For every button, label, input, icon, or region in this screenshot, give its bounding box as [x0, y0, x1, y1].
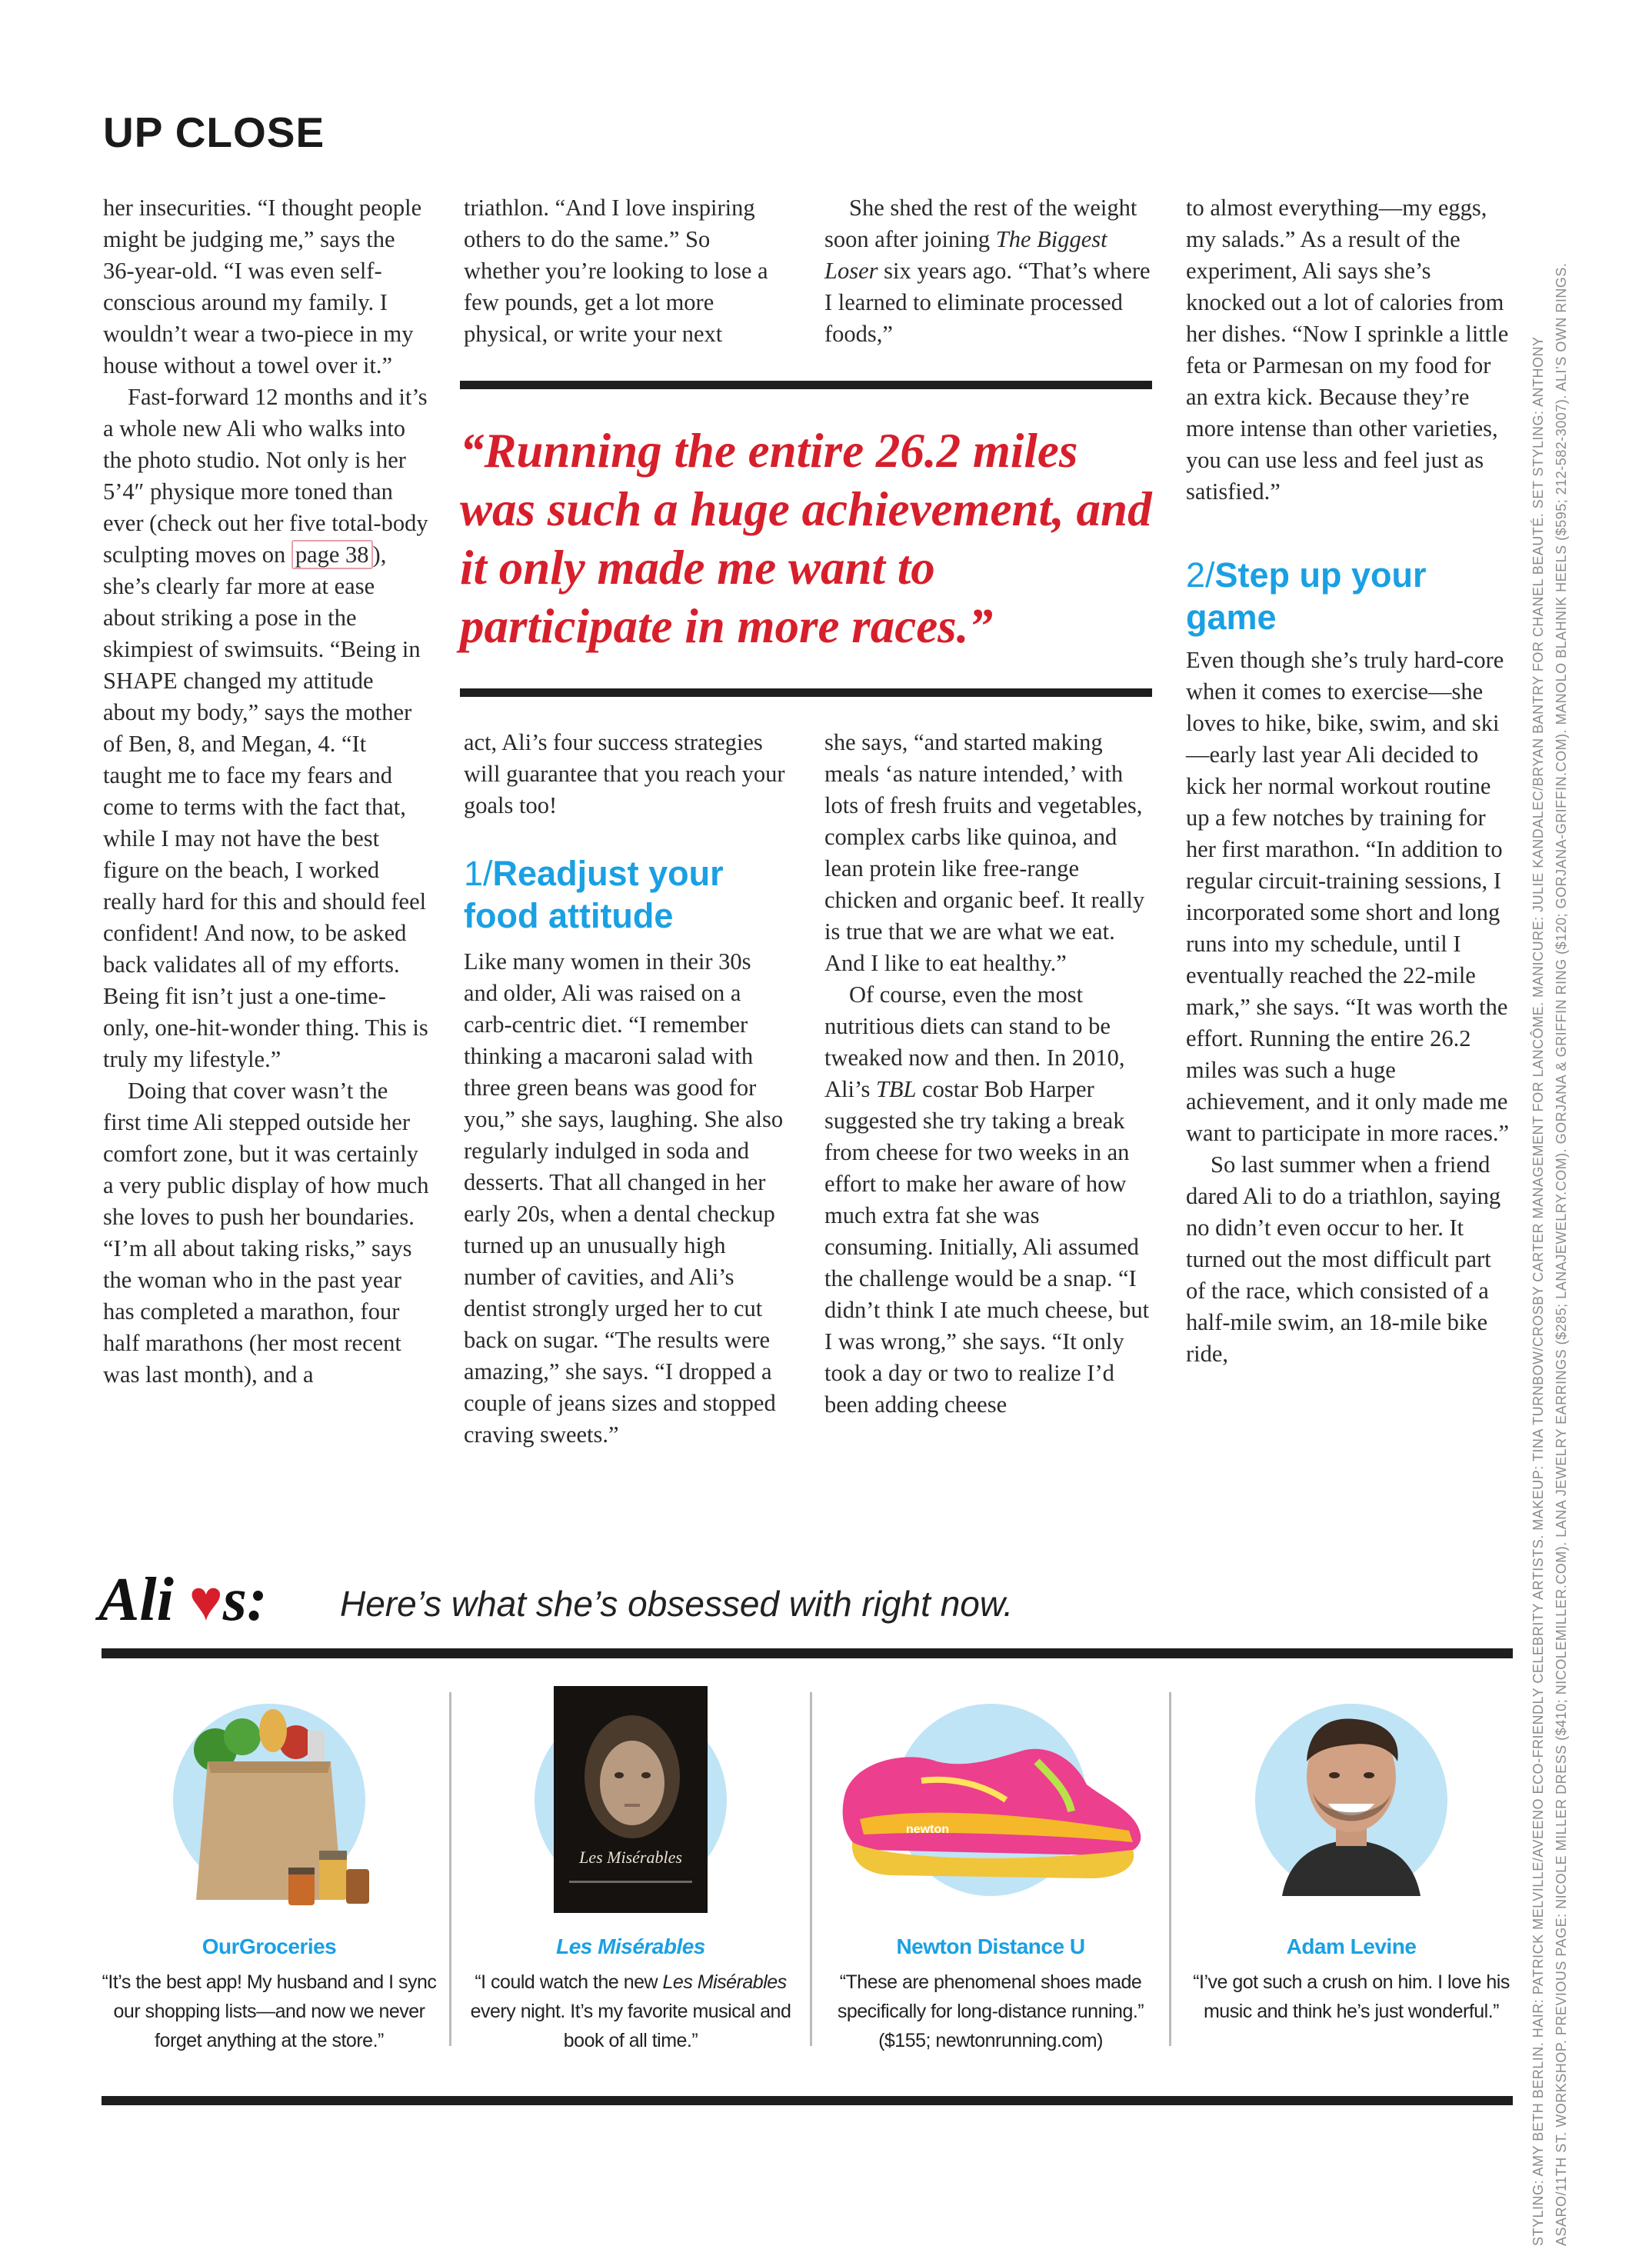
col3-top-show-title: The Biggest Loser [824, 226, 1107, 284]
col3-bottom-para-2 [824, 979, 1151, 1421]
col2-bottom-para-1: act, Ali’s four success strategies will guarantee that you reach your goals too! [464, 729, 785, 818]
article-column-1 [103, 192, 430, 1391]
item-description: “It’s the best app! My husband and I sync our shopping lists—and now we never forget anything at the store.” [102, 1971, 437, 2051]
alis-loves-rule [102, 1648, 1513, 1658]
item-description [461, 1968, 800, 2055]
col3-top-text-b: six years ago. “That’s where I learned to eliminate processed foods,” [824, 258, 1151, 347]
alis-title-name: Ali [98, 1566, 174, 1634]
col2-top-para: triathlon. “And I love inspiring others to do the same.” So whether you’re looking to lose a few pounds, get a lot more physical, or write your next [464, 195, 768, 347]
col4-para-2: Even though she’s truly hard-core when it comes to exercise—she loves to hike, bike, swim, and ski—early last year Ali decided to kick her normal workout routine up a few notches by training for her first marathon. “In addition to regular circuit-training sessions, I incorporated some short and long runs into my schedule, until I eventually reached the 22-mile mark,” she says. “It was worth the effort. Running the entire 26.2 miles was such a huge achievement, and it only made me want to participate in more races.” [1186, 647, 1510, 1146]
pull-quote: “Running the entire 26.2 miles was such a huge achievement, and it only made me want to participate in more races.” [460, 424, 1152, 653]
section-label: UP CLOSE [103, 108, 325, 156]
col3-bottom-tbl: TBL [875, 1076, 917, 1102]
item-desc-italic: Les Misérables [662, 1971, 787, 1993]
bottom-rule [102, 2096, 1513, 2105]
col1-para-2-text-b: ), she’s clearly far more at ease about striking a pose in the skimpiest of swimsuits. “Being in SHAPE changed my attitude about my body,” says the mother of Ben, 8, and Megan, 4. “It taught me to face my fears and come to terms with the fact that, while I may not have the best figure on the beach, I worked really hard for this and should feel confident! And now, to be asked back validates all of my efforts. Being fit isn’t just a one-time-only, one-hit-wonder thing. This is truly my lifestyle.” [103, 542, 428, 1072]
page-38-link[interactable]: page 38 [291, 540, 373, 569]
col1-para-3: Doing that cover wasn’t the first time Ali stepped outside her comfort zone, but it was certainly a very public display of how much she loves to push her boundaries. “I’m all about taking risks,” says the woman who in the past year has completed a marathon, four half marathons (her most recent was last month), and a [103, 1078, 429, 1388]
strategy-2-number: 2/ [1186, 555, 1215, 595]
col3-top-text-a: She shed the rest of the weight soon after joining [824, 195, 1137, 252]
alis-title-suffix: s: [222, 1566, 268, 1634]
item-desc-b: every night. It’s my favorite musical and book of all time.” [470, 2001, 791, 2051]
strategy-2-heading [1186, 554, 1513, 638]
divider-1 [449, 1692, 451, 2046]
alis-loves-title [98, 1565, 268, 1636]
col1-para-2-text-a: Fast-forward 12 months and it’s a whole new Ali who walks into the photo studio. Not only is her 5’4″ physique more toned than ever (check out her five total-body sculpting moves on [103, 384, 428, 568]
item-description: “These are phenomenal shoes made specifically for long-distance running.” ($155; newtonrunning.com) [837, 1971, 1144, 2051]
credits-line-1: STYLING: AMY BETH BERLIN. HAIR: PATRICK MELVILLE/AVEENO ECO-FRIENDLY CELEBRITY ARTISTS. MAKEUP: TINA TURNBOW/CROSBY CARTER MANAGEMENT FOR LANCÔME. MANICURE: JULIE KANDALEC/BRYAN BANTRY FOR CHANEL BEAUTÉ. SET STYLING: ANTHONY [1530, 336, 1546, 2246]
running-shoe-icon [821, 1677, 1160, 1923]
item-name: Les Misérables [556, 1934, 705, 1958]
article-column-2-top [464, 192, 791, 350]
strategy-2-title: Step up your game [1186, 555, 1427, 637]
divider-2 [810, 1692, 812, 2046]
divider-3 [1169, 1692, 1171, 2046]
credits-line-2: ASARO/11TH ST. WORKSHOP. PREVIOUS PAGE: NICOLE MILLER DRESS ($410; NICOLEMILLER.COM). LANA JEWELRY EARRINGS ($285; LANAJEWELRY.COM). GORJANA & GRIFFIN RING ($120; GORJANA-GRIFFIN.COM). MANOLO BLAHNIK HEELS ($595; 212-582-3007). ALI’S OWN RINGS. [1554, 262, 1569, 2246]
item-name: Newton Distance U [896, 1934, 1085, 1958]
article-column-2-bottom [464, 727, 791, 1451]
item-desc-a: “I could watch the new [475, 1971, 663, 1993]
col2-bottom-para-2: Like many women in their 30s and older, Ali was raised on a carb-centric diet. “I remember thinking a macaroni salad with three green beans was good for you,” she says, laughing. She also regularly indulged in soda and desserts. That all changed in her early 20s, when a dental checkup turned up an unusually high number of cavities, and Ali’s dentist strongly urged her to cut back on sugar. “The results were amazing,” she says. “I dropped a couple of jeans sizes and stopped craving sweets.” [464, 948, 784, 1448]
article-column-4 [1186, 192, 1513, 1370]
col1-para-2 [103, 382, 430, 1075]
alis-loves-subtitle: Here’s what she’s obsessed with right now. [340, 1584, 1014, 1624]
col3-bottom-para-1: she says, “and started making meals ‘as nature intended,’ with lots of fresh fruits and vegetables, complex carbs like quinoa, and lean protein like free-range chicken and organic beef. It really is true that we are what we eat. And I like to eat healthy.” [824, 729, 1145, 976]
portrait-photo-icon [1182, 1677, 1520, 1923]
item-description: “I’ve got such a crush on him. I love his music and think he’s just wonderful.” [1193, 1971, 1510, 2022]
pull-quote-rule-top [460, 381, 1152, 389]
col3-top-para [824, 192, 1151, 350]
movie-poster-icon [461, 1677, 800, 1923]
col4-para-1: to almost everything—my eggs, my salads.” As a result of the experiment, Ali says she’s knocked out a lot of calories from her dishes. “Now I sprinkle a little feta or Parmesan on my food for an extra kick. Because they’re more intense than other varieties, you can use less and feel just as satisfied.” [1186, 195, 1509, 505]
strategy-1-heading [464, 852, 791, 937]
item-name: OurGroceries [202, 1934, 337, 1958]
strategy-1-title: Readjust your food attitude [464, 854, 724, 935]
article-column-3-bottom [824, 727, 1151, 1421]
photo-credits [1527, 262, 1573, 2246]
heart-icon: ♥ [188, 1570, 223, 1633]
item-name: Adam Levine [1286, 1934, 1417, 1958]
article-column-3-top [824, 192, 1151, 350]
shoe-brand-label: newton [906, 1823, 949, 1836]
grocery-bag-icon [100, 1677, 438, 1923]
pull-quote-rule-bottom [460, 688, 1152, 697]
col3-bottom-text-b: costar Bob Harper suggested she try taking a break from cheese for two weeks in an effort to make her aware of how much extra fat she was consuming. Initially, Ali assumed the challenge would be a snap. “I didn’t think I ate much cheese, but I was wrong,” she says. “It only took a day or two to realize I’d been adding cheese [824, 1076, 1150, 1418]
poster-title-text: Les Misérables [579, 1848, 682, 1867]
col4-para-3: So last summer when a friend dared Ali to do a triathlon, saying no didn’t even occur to her. It turned out the most difficult part of the race, which consisted of a half-mile swim, an 18-mile bike ride, [1186, 1151, 1501, 1367]
strategy-1-number: 1/ [464, 854, 493, 893]
col3-bottom-text-a: Of course, even the most nutritious diets can stand to be tweaked now and then. In 2010, Ali’s [824, 981, 1125, 1102]
col1-para-1: her insecurities. “I thought people might be judging me,” says the 36-year-old. “I was even self-conscious around my family. I wouldn’t wear a two-piece in my house without a towel over it.” [103, 195, 422, 378]
